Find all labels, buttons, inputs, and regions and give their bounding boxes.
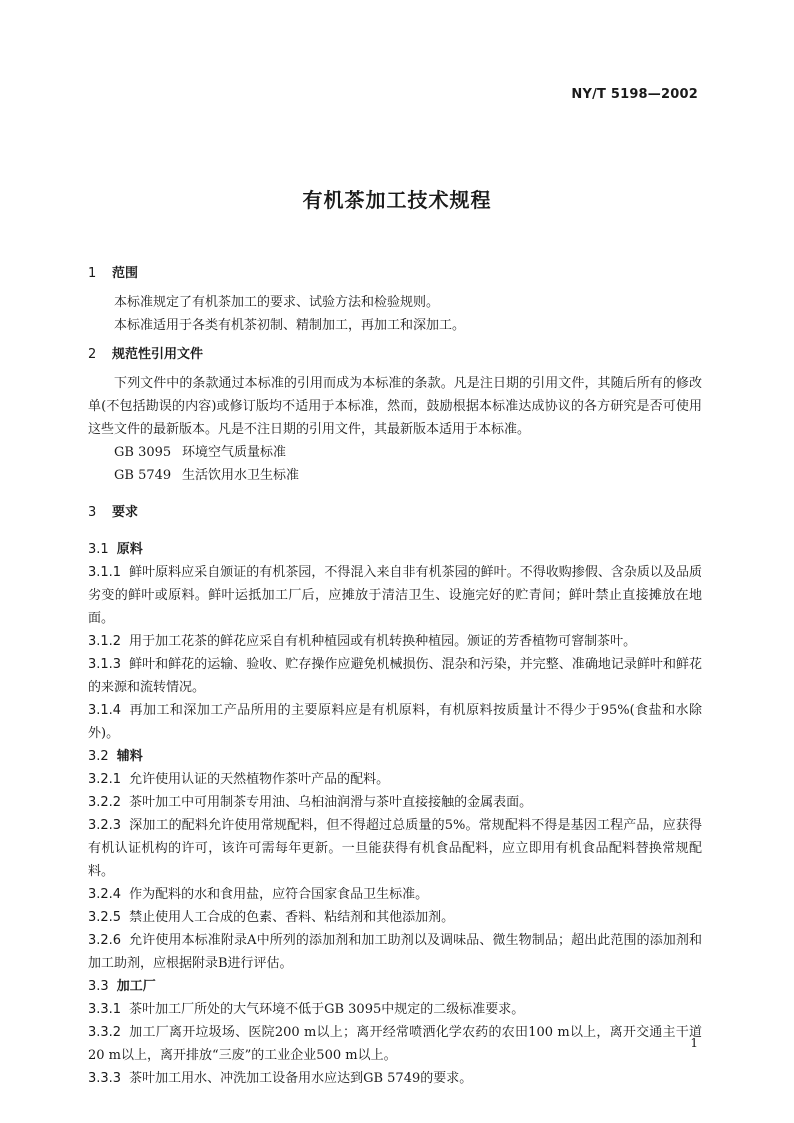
- reference-item: [88, 441, 702, 464]
- subsection-title: 加工厂: [116, 979, 156, 994]
- subsection-title: 原料: [116, 542, 143, 557]
- clause-3-2-4: 3.2.4 作为配料的水和食用盐，应符合国家食品卫生标准。: [88, 887, 429, 902]
- clause-3-2-3: 3.2.3 深加工的配料允许使用常规配料，但不得超过总质量的5%。常规配料不得是基因工程产品，应获得有机认证机构的许可，该许可需每年更新。一旦能获得有机食品配料，应立即用有机食品配料替换常规配料。: [88, 818, 702, 879]
- section-title: 要求: [112, 505, 139, 520]
- section-heading-references: [88, 343, 702, 366]
- clause-3-1-2: 3.1.2 用于加工花茶的鲜花应采自有机种植园或有机转换种植园。颁证的芳香植物可窨制茶叶。: [88, 634, 637, 649]
- references-paragraph: 下列文件中的条款通过本标准的引用而成为本标准的条款。凡是注日期的引用文件，其随后所有的修改单(不包括勘误的内容)或修订版均不适用于本标准，然而，鼓励根据本标准达成协议的各方研究是否可使用这些文件的最新版本。凡是不注日期的引用文件，其最新版本适用于本标准。: [88, 376, 702, 437]
- reference-code: GB 5749: [114, 468, 172, 483]
- subsection-number: 3.3: [88, 979, 109, 994]
- scope-paragraph-2: 本标准适用于各类有机茶初制、精制加工，再加工和深加工。: [114, 318, 466, 333]
- clause-3-3-2: 3.3.2 加工厂离开垃圾场、医院200 m以上；离开经常喷洒化学农药的农田100 m以上，离开交通主干道20 m以上，离开排放“三废”的工业企业500 m以上。: [88, 1025, 702, 1063]
- section-heading-requirements: [88, 501, 702, 524]
- document-body: [88, 262, 702, 1090]
- section-number: 1: [88, 266, 97, 281]
- clause-3-2-5: 3.2.5 禁止使用人工合成的色素、香料、粘结剂和其他添加剂。: [88, 910, 455, 925]
- clause-3-2-1: 3.2.1 允许使用认证的天然植物作茶叶产品的配料。: [88, 772, 390, 787]
- section-number: 2: [88, 347, 97, 362]
- document-title: 有机茶加工技术规程: [302, 188, 492, 212]
- section-title: 范围: [112, 266, 139, 281]
- page-number: 1: [690, 1036, 698, 1050]
- clause-3-1-3: 3.1.3 鲜叶和鲜花的运输、验收、贮存操作应避免机械损伤、混杂和污染，并完整、准确地记录鲜叶和鲜花的来源和流转情况。: [88, 657, 702, 695]
- clause-3-1-4: 3.1.4 再加工和深加工产品所用的主要原料应是有机原料，有机原料按质量计不得少于95%(食盐和水除外)。: [88, 703, 702, 741]
- reference-item: [88, 464, 702, 487]
- clause-3-2-6: 3.2.6 允许使用本标准附录A中所列的添加剂和加工助剂以及调味品、微生物制品；超出此范围的添加剂和加工助剂，应根据附录B进行评估。: [88, 933, 702, 971]
- subsection-title: 辅料: [116, 749, 143, 764]
- clause-3-3-1: 3.3.1 茶叶加工厂所处的大气环境不低于GB 3095中规定的二级标准要求。: [88, 1002, 525, 1017]
- scope-paragraph-1: 本标准规定了有机茶加工的要求、试验方法和检验规则。: [114, 295, 440, 310]
- section-number: 3: [88, 505, 97, 520]
- subsection-heading-raw-materials: [88, 538, 702, 561]
- subsection-heading-auxiliary-materials: [88, 745, 702, 768]
- subsection-number: 3.1: [88, 542, 109, 557]
- clause-3-1-1: 3.1.1 鲜叶原料应采自颁证的有机茶园，不得混入来自非有机茶园的鲜叶。不得收购掺假、含杂质以及品质劣变的鲜叶或原料。鲜叶运抵加工厂后，应摊放于清洁卫生、设施完好的贮青间；鲜叶禁止直接摊放在地面。: [88, 565, 702, 626]
- section-heading-scope: [88, 262, 702, 285]
- reference-code: GB 3095: [114, 445, 172, 460]
- reference-name: 环境空气质量标准: [182, 445, 287, 460]
- reference-name: 生活饮用水卫生标准: [182, 468, 300, 483]
- subsection-heading-processing-plant: [88, 975, 702, 998]
- standard-code: NY/T 5198—2002: [571, 87, 698, 102]
- section-title: 规范性引用文件: [112, 347, 204, 362]
- clause-3-2-2: 3.2.2 茶叶加工中可用制茶专用油、乌桕油润滑与茶叶直接接触的金属表面。: [88, 795, 533, 810]
- subsection-number: 3.2: [88, 749, 109, 764]
- clause-3-3-3: 3.3.3 茶叶加工用水、冲洗加工设备用水应达到GB 5749的要求。: [88, 1071, 473, 1086]
